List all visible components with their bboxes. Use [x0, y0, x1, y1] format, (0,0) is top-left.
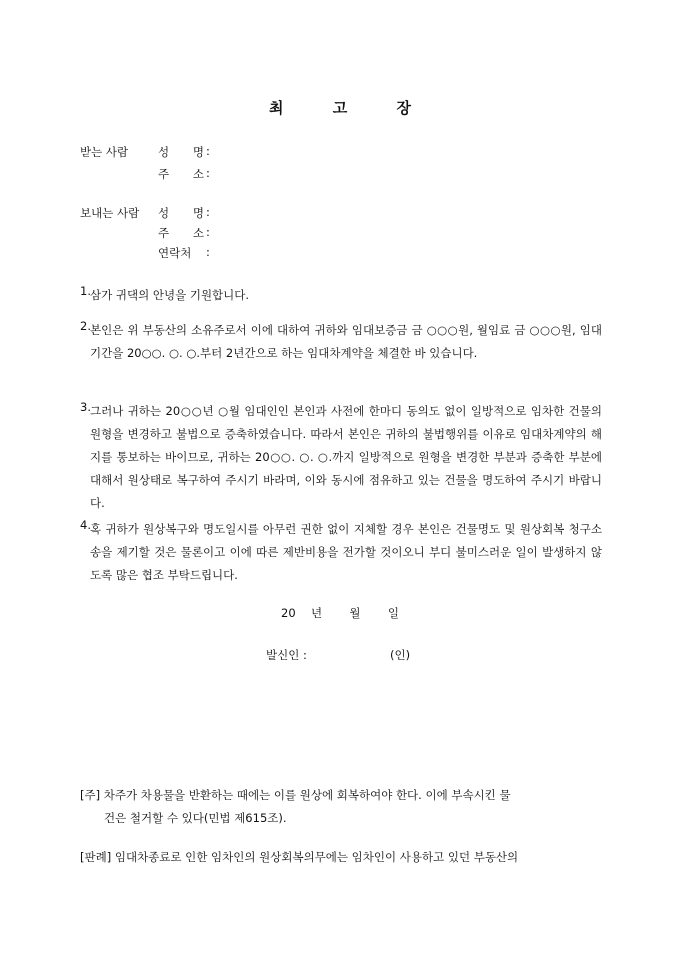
sender-label: 보내는 사람: [80, 206, 140, 220]
sender-name-label: 성 명: [158, 206, 204, 220]
paragraph-2: [80, 319, 602, 365]
case-tag: [판례]: [80, 850, 112, 864]
paragraph-number: 2.: [80, 319, 91, 333]
paragraph-4: [80, 518, 602, 587]
seal-mark: (인): [390, 648, 411, 662]
recipient-address-label: 주 소: [158, 167, 204, 181]
paragraph-1: [80, 284, 602, 307]
paragraph-3: [80, 400, 602, 515]
paragraph-number: 4.: [80, 518, 91, 532]
recipient-name-label: 성 명: [158, 145, 204, 159]
date-line: [0, 605, 680, 621]
page-title: 최 고 장: [269, 99, 433, 117]
case-text-line1: 임대차종료로 인한 임차인의 원상회복의무에는 임차인이 사용하고 있던 부동산의: [114, 850, 519, 864]
recipient-address-colon: :: [206, 166, 210, 180]
paragraph-number: 1.: [80, 284, 91, 298]
sender-address-label: 주 소: [158, 226, 204, 240]
recipient-label: 받는 사람: [80, 145, 129, 159]
date-day: 일: [387, 606, 399, 620]
sender-contact-label: 연락처: [158, 246, 192, 260]
paragraph-number: 3.: [80, 400, 91, 414]
paragraph-text: 본인은 위 부동산의 소유주로서 이에 대하여 귀하와 임대보증금 금 ○○○원, 월임료 금 ○○○원, 임대기간을 20○○. ○. ○.부터 2년간으로 하는 임대차계약을 체결한 바 있습니다.: [90, 323, 602, 360]
case-law-note: [80, 846, 602, 869]
date-month: 월: [349, 606, 361, 620]
paragraph-text: 그러나 귀하는 20○○년 ○월 임대인인 본인과 사전에 한마디 동의도 없이 일방적으로 임차한 건물의 원형을 변경하고 불법으로 증축하였습니다. 따라서 본인은 귀하의 불법행위를 이유로 임대차계약의 해지를 통보하는 바이므로, 귀하는 20○○. ○. ○.까지 일방적으로 원형을 변경한 부분과 증축한 부분에 대해서 원상태로 복구하여 주시기 바라며, 이와 동시에 점유하고 있는 건물을 명도하여 주시기 바랍니다.: [90, 404, 602, 510]
sender-contact-colon: :: [206, 245, 210, 259]
date-year-prefix: 20: [281, 606, 296, 620]
sender-name-colon: :: [206, 205, 210, 219]
date-year: 년: [311, 606, 323, 620]
legal-note: [80, 784, 602, 830]
recipient-name-colon: :: [206, 144, 210, 158]
sender-address-colon: :: [206, 225, 210, 239]
note-text-line2: 건은 철거할 수 있다(민법 제615조).: [104, 811, 287, 825]
note-text-line1: 차주가 차용물을 반환하는 때에는 이를 원상에 회복하여야 한다. 이에 부속시킨 물: [103, 788, 511, 802]
paragraph-text: 혹 귀하가 원상복구와 명도일시를 아무런 권한 없이 지체할 경우 본인은 건물명도 및 원상회복 청구소송을 제기할 것은 물론이고 이에 따른 제반비용을 전가할 것이오니 부디 불미스러운 일이 발생하지 않도록 많은 협조 부탁드립니다.: [90, 522, 602, 582]
note-tag: [주]: [80, 788, 101, 802]
sender-signature-label: 발신인 :: [266, 648, 307, 662]
paragraph-text: 삼가 귀댁의 안녕을 기원합니다.: [90, 288, 250, 302]
